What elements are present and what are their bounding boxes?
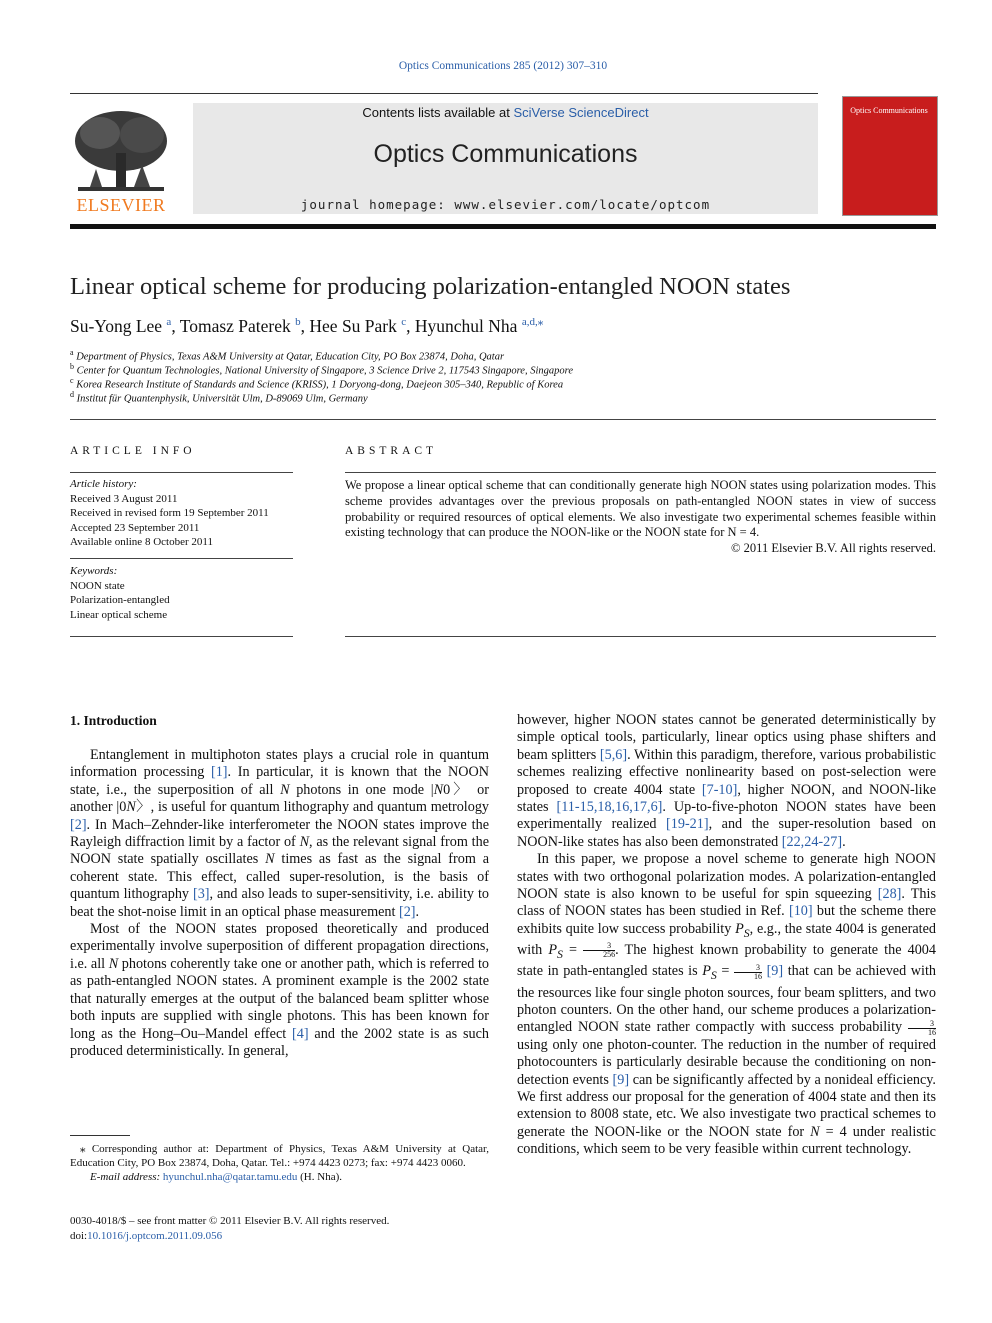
affiliation-text: Institut für Quantenphysik, Universität Ulm, D-89069 Ulm, Germany	[76, 393, 368, 405]
header-top-rule	[70, 93, 818, 94]
affiliation	[70, 390, 368, 405]
body-column-right	[517, 712, 936, 1159]
keywords	[70, 564, 170, 622]
citation-link[interactable]: [2]	[398, 903, 416, 920]
doi-link[interactable]: 10.1016/j.optcom.2011.09.056	[87, 1229, 223, 1242]
affiliation-mark: b	[70, 362, 74, 371]
citation-link[interactable]: [9]	[766, 963, 784, 980]
author-affiliation-mark[interactable]: c	[401, 316, 407, 328]
divider	[70, 636, 293, 637]
citation-link[interactable]: [10]	[788, 903, 813, 920]
author-name: Hee Su Park	[309, 315, 397, 336]
corresponding-author-note: ⁎ Corresponding author at: Department of Physics, Texas A&M University at Qatar, Education City, PO Box 23874, Doha, Qatar. Tel.: +974 4423 0273; fax: +974 4423 0060.	[70, 1143, 489, 1169]
citation-link[interactable]: [1]	[210, 764, 228, 781]
citation-link[interactable]: [2]	[70, 816, 87, 833]
history-entry: Accepted 23 September 2011	[70, 521, 200, 534]
affiliation	[70, 348, 504, 363]
author-affiliation-mark[interactable]: a,d,⁎	[521, 316, 544, 328]
email-link[interactable]: hyunchul.nha@qatar.tamu.edu	[162, 1171, 298, 1183]
author-affiliation-mark[interactable]: b	[295, 316, 301, 328]
affiliation-text: Korea Research Institute of Standards and Science (KRISS), 1 Doryong-dong, Daejeon 305–340, Republic of Korea	[76, 379, 564, 391]
keywords-label: Keywords:	[70, 565, 118, 577]
citation-link[interactable]: [4]	[292, 1025, 309, 1042]
paragraph: In this paper, we propose a novel scheme to generate high NOON states with two orthogonal polarization modes. A polarization-entangled NOON state is also known to be useful for spin squeezing [28]. This class of NOON states has been studied in Ref. [10] but the scheme there exhibits quite low success probability $P_S$, e.g., the state 4004 is generated with $P_S$ = $\frac{3}{256}$ . The highest known probability to generate the 4004 state in path-entangled states is $P_S$ = $\frac{3}{16}$ [9] that can be achieved with the resources like four single photon sources, four beam splitters, and two photon counters. On the other hand, our scheme produces a polarization-entangled NOON state rather compactly with success probability $\frac{3}{16}$ using only one photon-counter. The reduction in the number of required photocounters is particularly desirable because the conditioning on non-detection events [9] can be significantly affected by a nonideal efficiency. We first address our proposal for the generation of 4004 state and then its extension to 8008 state, etc. We also investigate two practical schemes to generate the NOON-like or the NOON state for N = 4 under realistic conditions, which seem to be very feasible within current technology.	[517, 851, 936, 1158]
affiliation-text: Center for Quantum Technologies, National University of Singapore, 3 Science Drive 2, 117543 Singapore, Singapore	[76, 365, 573, 377]
journal-title: Optics Communications	[373, 140, 638, 168]
sciencedirect-link[interactable]: SciVerse ScienceDirect	[513, 105, 649, 120]
journal-reference[interactable]: Optics Communications 285 (2012) 307–310	[398, 60, 608, 72]
author-affiliation-mark[interactable]: a	[166, 316, 172, 328]
citation-link[interactable]: [19-21]	[666, 816, 709, 833]
divider	[345, 472, 936, 473]
body-column-left	[70, 747, 489, 1060]
publisher-name: ELSEVIER	[76, 195, 166, 215]
history-entry: Received 3 August 2011	[70, 492, 178, 505]
citation-link[interactable]: [9]	[612, 1071, 630, 1088]
contents-prefix: Contents lists available at	[362, 105, 514, 120]
author-name: Su-Yong Lee	[70, 315, 163, 336]
article-history	[70, 477, 269, 550]
affiliation-text: Department of Physics, Texas A&M University at Qatar, Education City, PO Box 23874, Doha, Qatar	[76, 351, 505, 363]
affiliation	[70, 362, 573, 377]
affiliation	[70, 376, 563, 391]
history-label: Article history:	[70, 478, 137, 490]
fraction: $\frac{3}{16}$	[908, 1020, 936, 1037]
affiliation-mark: d	[70, 390, 74, 399]
page-footer	[70, 1214, 389, 1243]
fraction: $\frac{3}{256}$	[583, 942, 615, 959]
article-info-heading: ARTICLE INFO	[70, 445, 196, 457]
paragraph: Entanglement in multiphoton states plays a crucial role in quantum information processing [1]. In particular, it is known that the NOON state, i.e., the superposition of all N photons in one mode |N0〉 or another |0N〉, is useful for quantum lithography and quantum metrology [2]. In Mach–Zehnder-like interferometer the NOON states improve the Rayleigh diffraction limit by a factor of N, as the relevant signal from the NOON state spatially oscillates N times as fast as the signal from a coherent state. This effect, called super-resolution, is the basis of quantum lithography [3], and also leads to super-sensitivity, i.e. ability to beat the shot-noise limit in an optical phase measurement [2].	[70, 747, 490, 920]
keyword: Polarization-entangled	[70, 594, 170, 606]
divider	[70, 472, 293, 473]
journal-homepage[interactable]: journal homepage: www.elsevier.com/locate/optcom	[300, 197, 711, 212]
citation-link[interactable]: [28]	[877, 886, 902, 903]
footnote	[70, 1142, 489, 1184]
history-entry: Available online 8 October 2011	[70, 536, 213, 548]
citation-link[interactable]: [11-15,18,16,17,6]	[556, 799, 663, 816]
footnote-rule	[70, 1135, 130, 1136]
author-name: Hyunchul Nha	[414, 315, 518, 336]
abstract-text: We propose a linear optical scheme that can conditionally generate high NOON states using polarization modes. This scheme provides advantages over the previous proposals on path-entangled NOON states in view of success probability or required resources of optical elements. We also investigate two experimental schemes feasible within existing technology that can produce the NOON-like or the NOON state for N = 4.	[345, 478, 936, 540]
header-thick-rule	[70, 224, 936, 229]
divider	[345, 636, 936, 637]
citation-link[interactable]: [5,6]	[599, 746, 628, 763]
paragraph: Most of the NOON states proposed theoretically and produced experimentally involve superposition of different propagation directions, i.e. all N photons coherently take one or another path, which is referred to as path-entangled NOON states. A prominent example is the 2002 state that naturally emerges at the output of the balanced beam splitter whose both inputs are supplied with single photons. This has been known for long as the Hong–Ou–Mandel effect [4] and the 2002 state is as such produced deterministically. In general,	[70, 921, 489, 1059]
cover-title: Optics Communications	[850, 106, 928, 115]
paragraph: however, higher NOON states cannot be generated deterministically by simple optical tools, particularly, linear optics using phase shifters and beam splitters [5,6]. Within this paradigm, therefore, various probabilistic schemes realizing effective nonlinearity based on post-selection were proposed to create 4004 state [7-10], higher NOON, and NOON-like states [11-15,18,16,17,6]. Up-to-five-photon NOON states have been experimentally realized [19-21], and the super-resolution based on NOON-like states has also been demonstrated [22,24-27].	[517, 712, 936, 850]
affiliation-mark: a	[70, 348, 74, 357]
citation-link[interactable]: [3]	[192, 886, 210, 903]
keyword: NOON state	[70, 579, 125, 592]
history-entry: Received in revised form 19 September 2011	[70, 507, 269, 519]
section-heading-introduction: 1. Introduction	[70, 713, 157, 728]
issn-line: 0030-4018/$ – see front matter © 2011 Elsevier B.V. All rights reserved.	[70, 1215, 390, 1227]
citation-link[interactable]: [7-10]	[701, 781, 738, 798]
email-suffix: (H. Nha).	[297, 1171, 342, 1183]
abstract-heading: ABSTRACT	[345, 445, 438, 457]
contents-line	[193, 105, 818, 120]
email-label: E-mail address:	[90, 1171, 163, 1183]
affiliation-mark: c	[70, 376, 74, 385]
author-name: Tomasz Paterek	[179, 315, 291, 336]
article-title: Linear optical scheme for producing polarization-entangled NOON states	[70, 273, 791, 300]
copyright: © 2011 Elsevier B.V. All rights reserved.	[731, 541, 936, 555]
section-divider	[70, 419, 936, 420]
fraction: $\frac{3}{16}$	[734, 964, 762, 981]
citation-link[interactable]: [22,24-27]	[781, 833, 843, 850]
keyword: Linear optical scheme	[70, 608, 168, 621]
doi-label: doi:	[70, 1229, 88, 1242]
divider	[70, 558, 293, 559]
author-list: Su-Yong Lee $^a$, Tomasz Paterek $^b$, Hee Su Park $^c$, Hyunchul Nha $^{a,d,⁎}$	[70, 315, 544, 336]
